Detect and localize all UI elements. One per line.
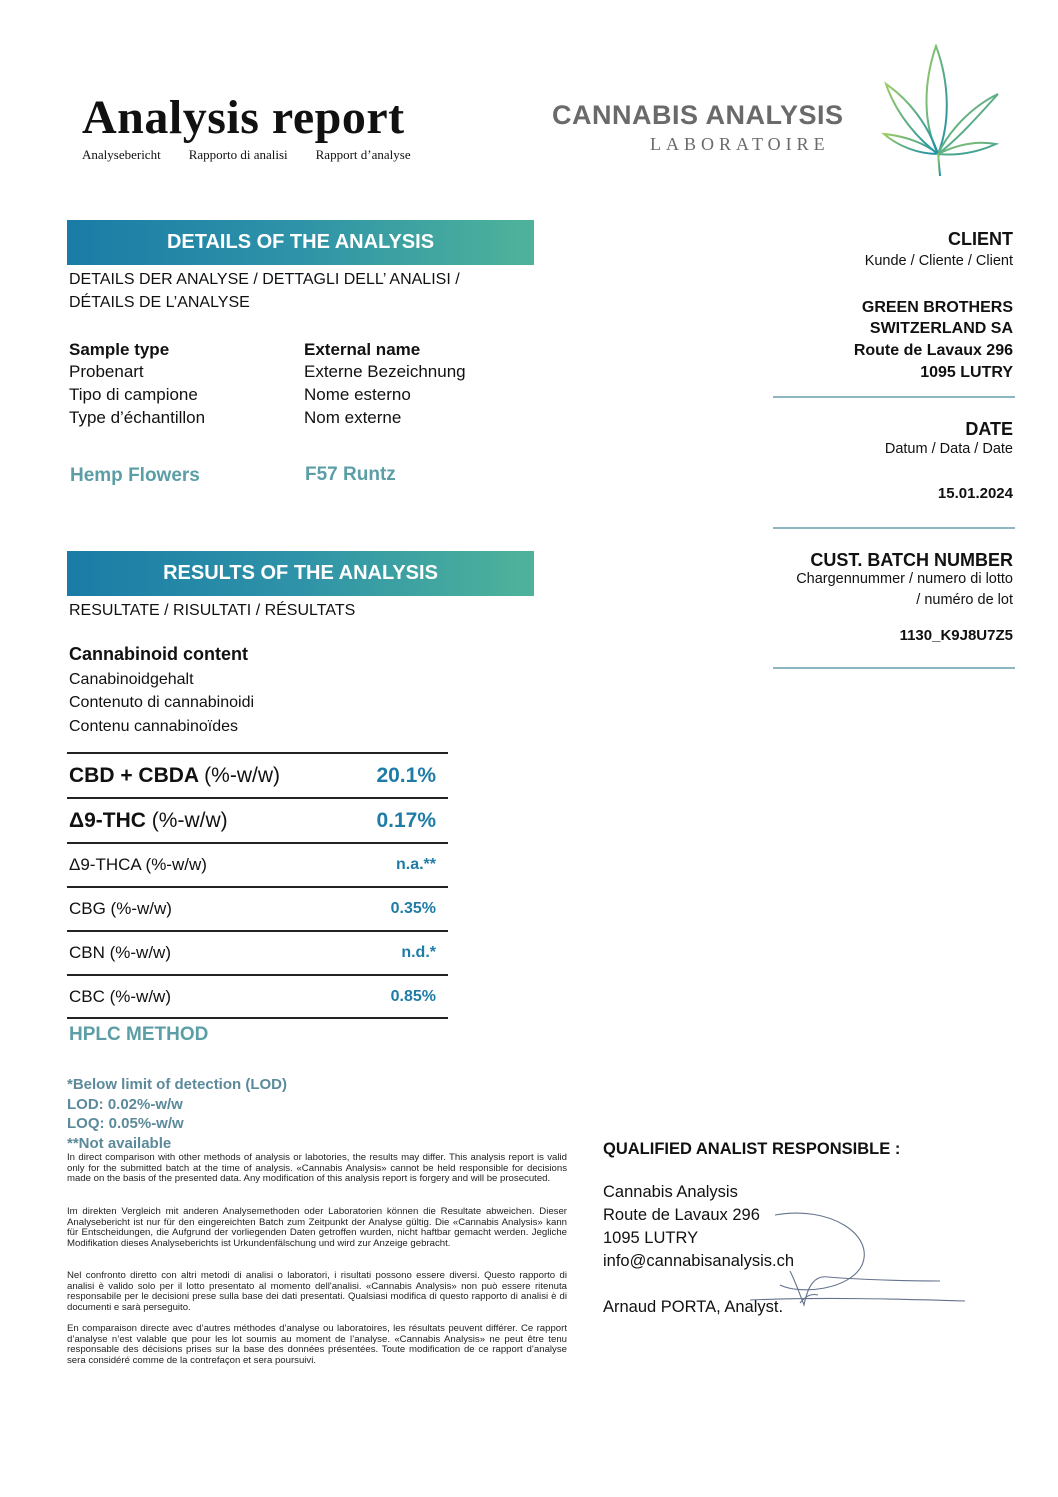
row-label: Δ9-THC (%-w/w) bbox=[69, 808, 228, 832]
page-title: Analysis report bbox=[82, 91, 405, 144]
row-value: 0.17% bbox=[376, 808, 436, 832]
date-value: 15.01.2024 bbox=[937, 485, 1013, 502]
table-row bbox=[67, 886, 448, 930]
row-value: 0.35% bbox=[390, 900, 436, 917]
footnote-loq-value: LOQ: 0.05%-w/w bbox=[67, 1115, 184, 1132]
client-heading: CLIENT bbox=[948, 229, 1013, 249]
page-subtitles bbox=[82, 147, 411, 163]
analyst-name: Arnaud PORTA, Analyst. bbox=[603, 1298, 784, 1316]
external-name-fr: Nom externe bbox=[304, 408, 402, 427]
cannabis-leaf-logo-icon bbox=[878, 44, 1003, 179]
responsible-line-1: Cannabis Analysis bbox=[603, 1183, 738, 1201]
date-heading: DATE bbox=[965, 419, 1013, 439]
table-row bbox=[67, 842, 448, 886]
client-line-4: 1095 LUTRY bbox=[920, 364, 1013, 381]
responsible-line-4: info@cannabisanalysis.ch bbox=[603, 1252, 795, 1270]
divider bbox=[773, 667, 1015, 669]
footnote-lod-value: LOD: 0.02%-w/w bbox=[67, 1095, 183, 1113]
cannabinoid-de: Canabinoidgehalt bbox=[69, 671, 194, 688]
subtitle-fr: Rapport d’analyse bbox=[315, 147, 411, 162]
external-name-it: Nome esterno bbox=[304, 385, 411, 404]
subtitle-de: Analysebericht bbox=[82, 147, 161, 162]
disclaimer-en: In direct comparison with other methods of analysis or labotories, the results may differ. This analysis report is valid only for the submitted batch at the time of analysis. «Cannabis Analysis» cannot be held responsible for decisions made on the basis of the presented data. Any modification of this analysis report is forgery and will be prosecuted. bbox=[67, 1152, 567, 1185]
row-label: CBC (%-w/w) bbox=[69, 986, 171, 1006]
client-sub: Kunde / Cliente / Client bbox=[864, 253, 1013, 269]
responsible-line-2: Route de Lavaux 296 bbox=[603, 1206, 760, 1224]
logo-name: CANNABIS ANALYSIS bbox=[552, 100, 844, 130]
results-banner: RESULTS OF THE ANALYSIS bbox=[67, 551, 534, 596]
sample-type-it: Tipo di campione bbox=[69, 385, 198, 404]
method-label: HPLC METHOD bbox=[69, 1024, 209, 1045]
external-name-heading: External name bbox=[304, 340, 421, 359]
table-row bbox=[67, 930, 448, 974]
row-label: CBG (%-w/w) bbox=[69, 899, 172, 918]
details-translations-1: DETAILS DER ANALYSE / DETTAGLI DELL’ ANALISI / bbox=[69, 271, 460, 288]
disclaimer-it: Nel confronto diretto con altri metodi di analisi o laboratori, i risultati possono essere diversi. Questo rapporto di analisi è valido solo per il lotto presentato al momento dell'analisi. «Cannabis Analysis» non può essere ritenuta responsabile per le decisioni prese sulla base dei dati presentati. Qualsiasi modifica di questo rapporto di analisi è di documenti e sarà perseguito. bbox=[67, 1270, 567, 1313]
sample-type-fr: Type d’échantillon bbox=[69, 408, 206, 427]
divider bbox=[773, 527, 1015, 529]
results-translations: RESULTATE / RISULTATI / RÉSULTATS bbox=[69, 602, 356, 619]
external-name-de: Externe Bezeichnung bbox=[304, 362, 466, 381]
cannabinoid-fr: Contenu cannabinoïdes bbox=[69, 718, 239, 735]
cannabinoid-it: Contenuto di cannabinoidi bbox=[69, 694, 255, 711]
row-value: n.d.* bbox=[401, 944, 436, 961]
details-translations-2: DÉTAILS DE L’ANALYSE bbox=[69, 294, 250, 311]
signature-image bbox=[600, 1205, 970, 1325]
disclaimer-de: Im direkten Vergleich mit anderen Analysemethoden oder Laboratorien können die Resultate abweichen. Dieser Analysebericht ist nur für den eingereichten Batch zum Zeitpunkt der Analyse gültig. Die «Cannabis Analysis» kann für Entscheidungen, die Aufgrund der vorliegenden Daten getroffen wurden, nicht haftbar gemacht werden. Jegliche Modifikation dieses Analyseberichts ist Urkundenfälschung und wird zur Anzeige gebracht. bbox=[67, 1206, 567, 1249]
footnote-lod: *Below limit of detection (LOD) bbox=[67, 1076, 287, 1093]
responsible-line-3: 1095 LUTRY bbox=[603, 1229, 699, 1247]
row-value: 0.85% bbox=[390, 987, 436, 1005]
logo-subname: LABORATOIRE bbox=[650, 134, 830, 154]
row-value: 20.1% bbox=[376, 763, 436, 787]
batch-sub-2: / numéro de lot bbox=[916, 592, 1013, 608]
table-row bbox=[67, 797, 448, 842]
batch-heading: CUST. BATCH NUMBER bbox=[810, 550, 1013, 570]
sample-type-de: Probenart bbox=[69, 362, 144, 381]
divider bbox=[773, 396, 1015, 398]
row-value: n.a.** bbox=[395, 856, 436, 873]
batch-sub-1: Chargennummer / numero di lotto bbox=[796, 571, 1013, 587]
footnotes bbox=[67, 1075, 287, 1153]
external-name-value: F57 Runtz bbox=[305, 464, 396, 485]
disclaimer-fr: En comparaison directe avec d’autres méthodes d’analyse ou laboratoires, les résultats peuvent différer. Ce rapport d’analyse n’est valable que pour les lot soumis au moment de l’analyse. «Cannabis Analysis» ne peut être tenu responsable des décisions prises sur la base des données présentées. Toute modification de ce rapport d’analyse sera considéré comme de la contrefaçon et sera poursuivi. bbox=[67, 1323, 567, 1366]
client-line-1: GREEN BROTHERS bbox=[861, 299, 1013, 316]
details-banner: DETAILS OF THE ANALYSIS bbox=[67, 220, 534, 265]
footnote-na: **Not available bbox=[67, 1134, 172, 1152]
table-row bbox=[67, 974, 448, 1019]
batch-value: 1130_K9J8U7Z5 bbox=[899, 627, 1013, 644]
client-line-3: Route de Lavaux 296 bbox=[853, 342, 1013, 359]
subtitle-it: Rapporto di analisi bbox=[188, 147, 288, 162]
client-line-2: SWITZERLAND SA bbox=[869, 320, 1013, 337]
row-label: Δ9-THCA (%-w/w) bbox=[69, 855, 207, 874]
date-sub: Datum / Data / Date bbox=[884, 441, 1013, 457]
responsible-heading: QUALIFIED ANALIST RESPONSIBLE : bbox=[603, 1140, 901, 1158]
sample-type-value: Hemp Flowers bbox=[70, 465, 200, 486]
row-label: CBD + CBDA (%-w/w) bbox=[69, 763, 280, 787]
table-row bbox=[67, 752, 448, 797]
sample-type-heading: Sample type bbox=[69, 340, 170, 359]
row-label: CBN (%-w/w) bbox=[69, 943, 171, 962]
cannabinoid-heading: Cannabinoid content bbox=[69, 644, 248, 664]
